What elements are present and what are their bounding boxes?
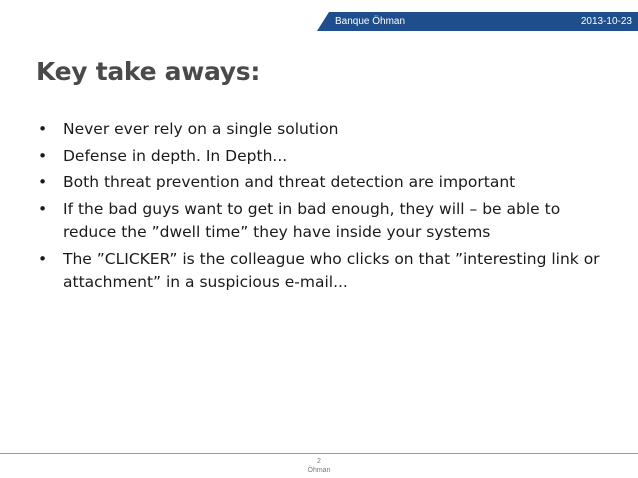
- bullet-item: [38, 171, 618, 195]
- bullet-text: If the bad guys want to get in bad enough, they will – be able to reduce the ”dwell time” they have inside your systems: [63, 199, 561, 241]
- footer-company-name: Öhman: [307, 467, 331, 474]
- bullet-text: Both threat prevention and threat detection are important: [63, 173, 516, 191]
- bullet-item: [38, 145, 618, 169]
- bullet-icon: •: [38, 173, 48, 191]
- header-bar-notch: [317, 12, 329, 31]
- bullet-item: [38, 248, 618, 295]
- bullet-text: The ”CLICKER” is the colleague who clicks on that ”interesting link or attachment” in a suspicious e-mail...: [63, 249, 600, 291]
- bullet-text: Never ever rely on a single solution: [63, 120, 339, 138]
- slide-title: Key take aways:: [36, 57, 261, 86]
- bullet-item: [38, 198, 618, 245]
- bullet-icon: •: [38, 199, 48, 218]
- bullet-text: Defense in depth. In Depth...: [63, 146, 288, 165]
- bullet-list: [38, 118, 618, 298]
- bullet-icon: •: [38, 146, 48, 165]
- bullet-icon: •: [38, 249, 48, 268]
- header-brand: Banque Öhman: [335, 16, 406, 27]
- bullet-item: [38, 118, 618, 142]
- bullet-icon: •: [38, 120, 48, 138]
- footer-divider: [0, 453, 638, 454]
- footer-page-number: 2: [317, 458, 321, 465]
- header-date: 2013-10-23: [580, 16, 632, 27]
